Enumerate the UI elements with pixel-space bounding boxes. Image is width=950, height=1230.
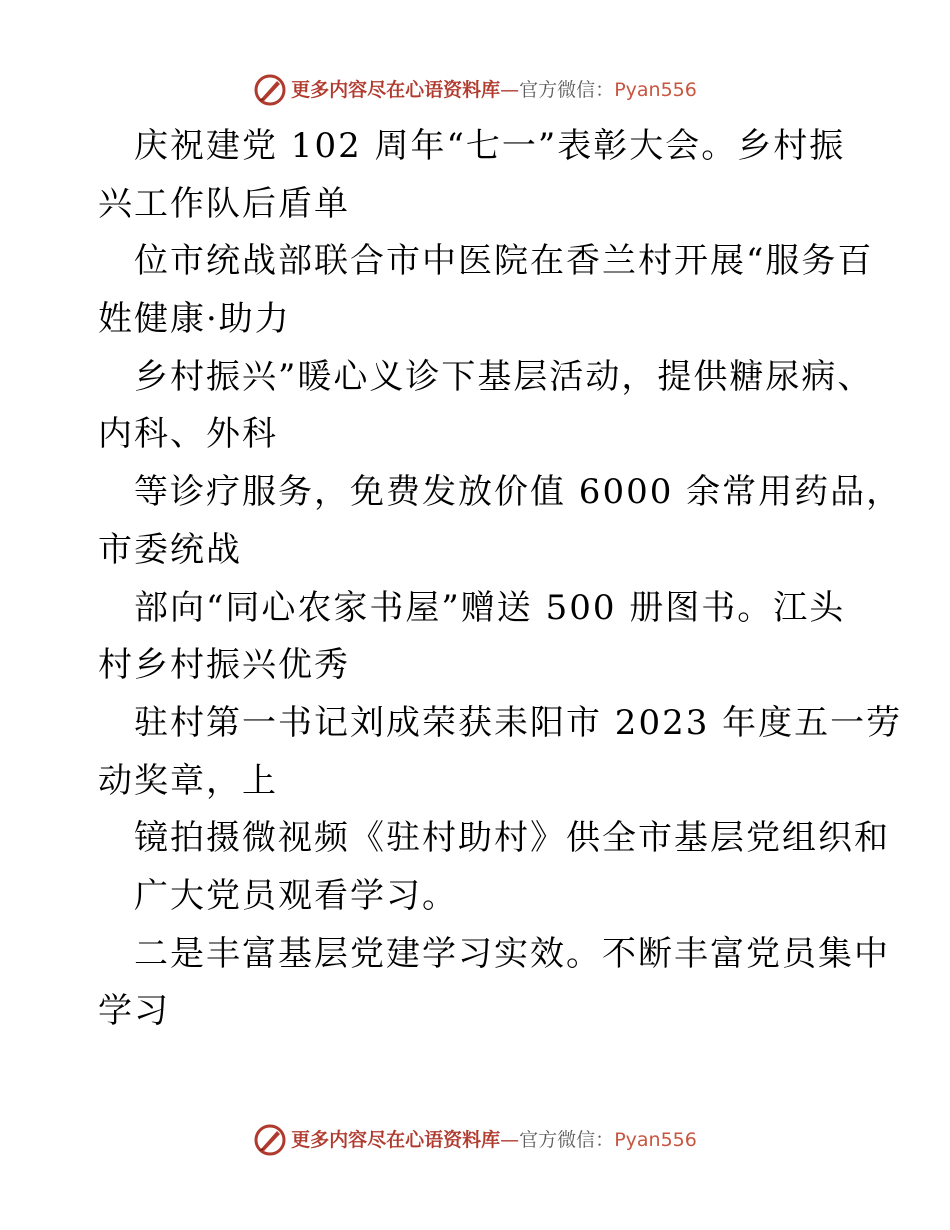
wechat-id: Pyan556 — [614, 79, 697, 101]
quill-pen-logo-icon — [253, 73, 287, 107]
paragraph-line: 内科、外科 — [98, 414, 278, 455]
paragraph-line: 位市统战部联合市中医院在香兰村开展“服务百 — [134, 241, 874, 282]
paragraph-line: 二是丰富基层党建学习实效。不断丰富党员集中 — [134, 933, 890, 974]
paragraph-line: 动奖章，上 — [98, 760, 278, 801]
paragraph-line: 市委统战 — [98, 529, 242, 570]
paragraph-line: 姓健康·助力 — [98, 299, 291, 340]
paragraph-line: 村乡村振兴优秀 — [98, 645, 350, 686]
paragraph-line: 兴工作队后盾单 — [98, 183, 350, 224]
paragraph-line: 部向“同心农家书屋”赠送 500 册图书。江头 — [134, 587, 846, 628]
paragraph-line: 学习 — [98, 991, 170, 1032]
paragraph-line: 广大党员观看学习。 — [134, 875, 458, 916]
paragraph-line: 等诊疗服务，免费发放价值 6000 余常用药品， — [134, 472, 903, 513]
document-body — [98, 118, 903, 1041]
paragraph-line: 庆祝建党 102 周年“七一”表彰大会。乡村振 — [134, 126, 846, 166]
banner-dash: — — [500, 1129, 520, 1151]
wechat-id: Pyan556 — [614, 1129, 697, 1151]
wechat-label: 官方微信： — [519, 1129, 615, 1151]
wechat-label: 官方微信： — [519, 79, 615, 101]
paragraph-line: 驻村第一书记刘成荣获耒阳市 2023 年度五一劳 — [134, 702, 903, 743]
paragraph-line: 镜拍摄微视频《驻村助村》供全市基层党组织和 — [134, 818, 890, 859]
site-promo-text: 更多内容尽在心语资料库 — [291, 79, 501, 101]
banner-dash: — — [500, 79, 520, 101]
quill-pen-logo-icon — [253, 1123, 287, 1157]
site-promo-text: 更多内容尽在心语资料库 — [291, 1129, 501, 1151]
paragraph-line: 乡村振兴”暖心义诊下基层活动，提供糖尿病、 — [134, 356, 874, 397]
header-watermark-banner — [0, 70, 950, 110]
footer-watermark-banner — [0, 1120, 950, 1160]
